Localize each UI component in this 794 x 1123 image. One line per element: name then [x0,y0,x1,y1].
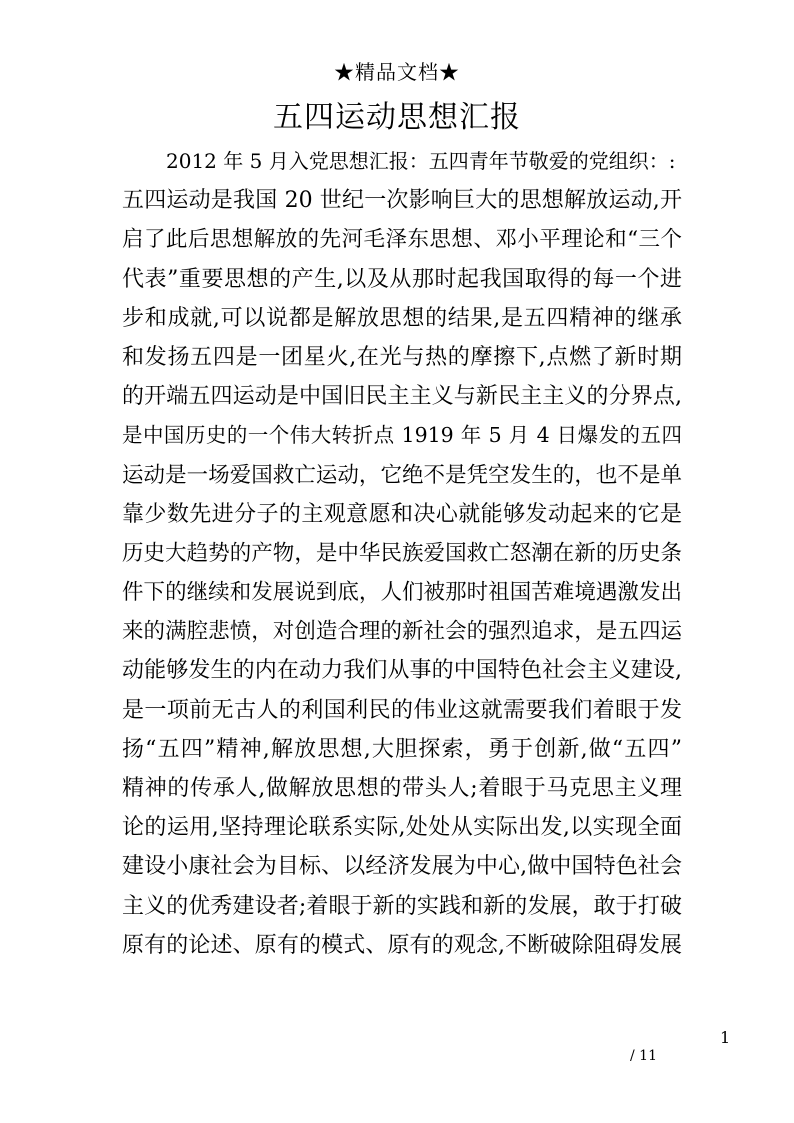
body-line: 精神的传承人,做解放思想的带头人;着眼于马克思主义理 [122,776,682,801]
document-title: 五四运动思想汇报 [273,100,521,135]
body-line: 五四运动是我国 20 世纪一次影响巨大的思想解放运动,开 [122,188,682,214]
page-total: / 11 [630,1048,657,1064]
body-line: 是一项前无古人的利国利民的伟业这就需要我们着眼于发 [122,697,682,723]
body-line: 建设小康社会为目标、以经济发展为中心,做中国特色社会 [122,854,682,880]
document-body [122,142,682,965]
body-line: 动能够发生的内在动力我们从事的中国特色社会主义建设, [122,658,682,684]
body-line: 扬“五四”精神,解放思想,大胆探索，勇于创新,做“五四” [122,736,682,762]
body-line: 启了此后思想解放的先河毛泽东思想、邓小平理论和“三个 [122,227,682,253]
body-line: 是中国历史的一个伟大转折点 1919 年 5 月 4 日爆发的五四 [122,423,682,448]
document-banner: ★精品文档★ [334,60,460,84]
body-line: 步和成就,可以说都是解放思想的结果,是五四精神的继承 [122,305,682,331]
body-line: 论的运用,坚持理论联系实际,处处从实际出发,以实现全面 [122,815,682,841]
body-line: 靠少数先进分子的主观意愿和决心就能够发动起来的它是 [122,501,682,527]
body-line: 件下的继续和发展说到底，人们被那时祖国苦难境遇激发出 [122,580,682,606]
body-line: 历史大趋势的产物，是中华民族爱国救亡怒潮在新的历史条 [122,540,682,566]
body-line: 的开端五四运动是中国旧民主主义与新民主主义的分界点, [122,384,682,410]
page-number: 1 [720,1028,731,1047]
body-line: 运动是一场爱国救亡运动，它绝不是凭空发生的，也不是单 [122,462,682,488]
body-line: 主义的优秀建设者;着眼于新的实践和新的发展，敢于打破 [122,893,682,919]
body-line: 来的满腔悲愤，对创造合理的新社会的强烈追求，是五四运 [122,619,682,645]
body-line: 和发扬五四是一团星火,在光与热的摩擦下,点燃了新时期 [122,344,682,370]
body-line: 原有的论述、原有的模式、原有的观念,不断破除阻碍发展 [122,932,682,958]
body-line: 代表”重要思想的产生,以及从那时起我国取得的每一个进 [122,266,682,292]
body-line: 2012 年 5 月入党思想汇报：五四青年节敬爱的党组织：: [166,149,676,173]
